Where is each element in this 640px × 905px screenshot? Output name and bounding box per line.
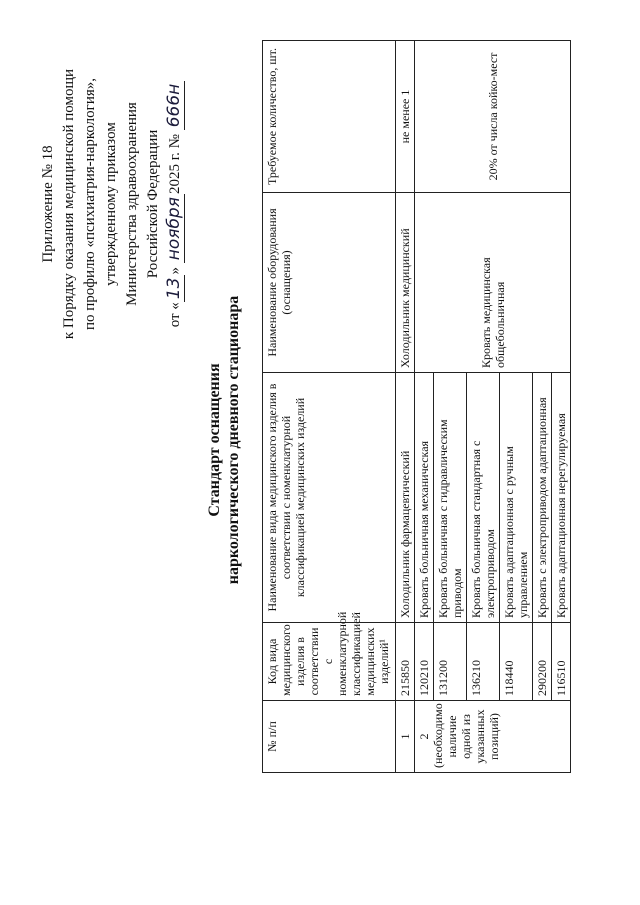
row-quantity: не менее 1 <box>396 41 415 193</box>
row-code: 118440 <box>500 623 533 701</box>
header-line-5: Министерства здравоохранения <box>124 102 140 306</box>
row-name: Кровать больничная механическая <box>415 373 434 623</box>
header-line-4: утвержденному приказом <box>103 122 119 286</box>
row-code: 136210 <box>467 623 500 701</box>
row-num: 2 <box>417 733 431 740</box>
header-equipment: Наименование оборудования (оснащения) <box>263 193 396 373</box>
table-header-row <box>263 41 396 773</box>
row-name: Холодильник фармацевтический <box>396 373 415 623</box>
equipment-standard-table <box>262 40 571 773</box>
row-equipment: Холодильник медицинский <box>396 193 415 373</box>
document-title <box>205 225 243 655</box>
row-name: Кровать больничная с гидравлическим приводом <box>434 373 467 623</box>
row-code: 131200 <box>434 623 467 701</box>
table-row <box>415 41 434 773</box>
row-name: Кровать с электроприводом адаптационная <box>533 373 552 623</box>
row-code: 290200 <box>533 623 552 701</box>
date-day-handwritten: 13 <box>164 275 185 303</box>
row-quantity: 20% от числа койко-мест <box>415 41 571 193</box>
header-line-6: Российской Федерации <box>145 129 161 279</box>
header-line-2: к Порядку оказания медицинской помощи <box>61 68 77 340</box>
order-date-line <box>164 24 186 384</box>
date-year: 2025 г. № <box>167 134 183 195</box>
row-num-note: (необходимо наличие одной из указанных позиций) <box>431 703 501 768</box>
header-code: Код вида медицинского изделия в соответствии с номенклатурной классификацией медицинских изделий¹ <box>263 623 396 701</box>
row-name: Кровать больничная стандартная с электроприводом <box>467 373 500 623</box>
row-equipment: Кровать медицинская общебольничная <box>415 193 571 373</box>
row-num: 1 <box>396 701 415 773</box>
order-number-handwritten: 666н <box>164 81 185 131</box>
header-line-3: по профилю «психиатрия-наркология», <box>82 78 98 330</box>
header-num: № п/п <box>263 701 396 773</box>
date-month-handwritten: ноября <box>164 194 185 263</box>
table-row <box>396 41 415 773</box>
row-name: Кровать адаптационная с ручным управлением <box>500 373 533 623</box>
row-name: Кровать адаптационная нерегулируемая <box>552 373 571 623</box>
header-name: Наименование вида медицинского изделия в соответствии с номенклатурной классификацией медицинских изделий <box>263 373 396 623</box>
date-mid: » <box>167 267 183 275</box>
appendix-header <box>38 24 186 384</box>
title-line-1: Стандарт оснащения <box>206 363 223 517</box>
appendix-number: Приложение № 18 <box>40 145 56 263</box>
row-code: 116510 <box>552 623 571 701</box>
row-code: 215850 <box>396 623 415 701</box>
date-prefix: от « <box>167 302 183 328</box>
title-line-2: наркологического дневного стационара <box>225 295 242 585</box>
row-num-group <box>415 701 571 773</box>
header-quantity: Требуемое количество, шт. <box>263 41 396 193</box>
row-code: 120210 <box>415 623 434 701</box>
